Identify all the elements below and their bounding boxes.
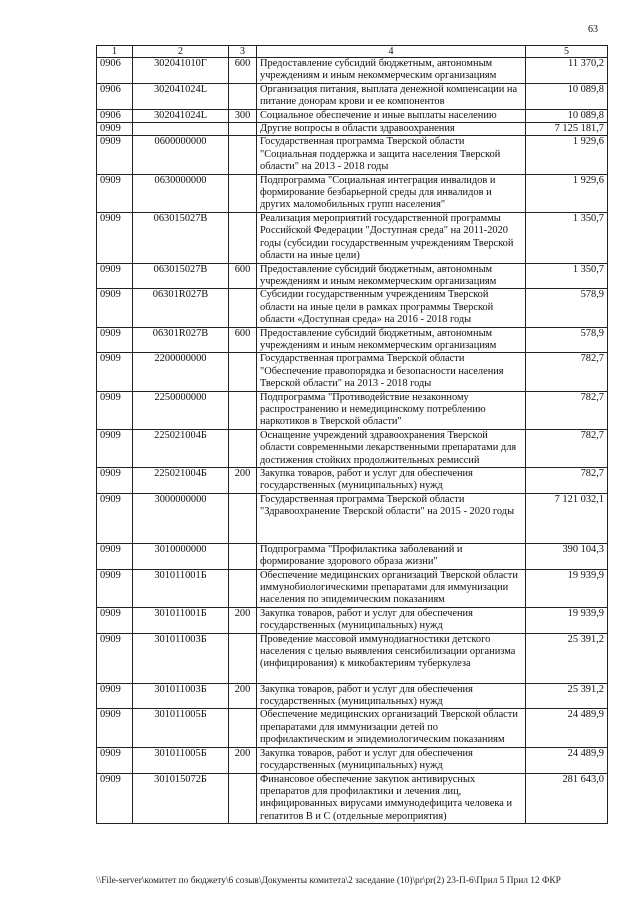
section-cell: 0909 [97, 569, 133, 607]
amount-cell: 7 121 032,1 [526, 493, 608, 543]
description-cell: Предоставление субсидий бюджетным, автономным учреждениям и иным некоммерческим организациям [257, 327, 526, 353]
description-cell: Организация питания, выплата денежной компенсации на питание донорам крови и ее компонентов [257, 83, 526, 109]
table-row [97, 747, 608, 773]
section-cell: 0909 [97, 607, 133, 633]
table-row [97, 58, 608, 84]
expense-type-cell: 600 [229, 327, 257, 353]
table-row [97, 136, 608, 174]
code-cell: 0630000000 [133, 174, 229, 212]
amount-cell: 24 489,9 [526, 747, 608, 773]
amount-cell: 19 939,9 [526, 569, 608, 607]
code-cell: 302041024L [133, 109, 229, 122]
description-cell: Финансовое обеспечение закупок антивирусных препаратов для профилактики и лечения лиц, инфицированных вирусами иммунодефицита человека и гепатитов В и С (отдельные мероприятия) [257, 773, 526, 824]
header-cell: 5 [526, 46, 608, 58]
section-cell: 0906 [97, 58, 133, 84]
amount-cell: 782,7 [526, 353, 608, 391]
code-cell: 06301R027В [133, 327, 229, 353]
code-cell: 225021004Б [133, 429, 229, 467]
code-cell: 301011005Б [133, 709, 229, 747]
code-cell: 301011003Б [133, 633, 229, 683]
table-row [97, 391, 608, 429]
section-cell: 0906 [97, 83, 133, 109]
table-row [97, 212, 608, 263]
amount-cell: 1 929,6 [526, 136, 608, 174]
description-cell: Субсидии государственным учреждениям Тверской области на иные цели в рамках программы Тверской области «Доступная среда» на 2016 - 2018 годы [257, 289, 526, 327]
expense-type-cell [229, 543, 257, 569]
expense-type-cell: 200 [229, 747, 257, 773]
expense-type-cell [229, 569, 257, 607]
table-row [97, 468, 608, 494]
expense-type-cell [229, 212, 257, 263]
code-cell: 2250000000 [133, 391, 229, 429]
description-cell: Закупка товаров, работ и услуг для обеспечения государственных (муниципальных) нужд [257, 747, 526, 773]
table-row [97, 543, 608, 569]
amount-cell: 19 939,9 [526, 607, 608, 633]
code-cell: 3010000000 [133, 543, 229, 569]
section-cell: 0909 [97, 747, 133, 773]
table-row [97, 123, 608, 136]
table-row [97, 709, 608, 747]
section-cell: 0909 [97, 468, 133, 494]
section-cell: 0909 [97, 773, 133, 824]
table-row [97, 429, 608, 467]
code-cell: 2200000000 [133, 353, 229, 391]
description-cell: Социальное обеспечение и иные выплаты населению [257, 109, 526, 122]
table-row [97, 109, 608, 122]
section-cell: 0909 [97, 327, 133, 353]
expense-type-cell [229, 429, 257, 467]
code-cell: 301011001Б [133, 607, 229, 633]
code-cell: 3000000000 [133, 493, 229, 543]
section-cell: 0909 [97, 174, 133, 212]
code-cell: 063015027В [133, 212, 229, 263]
table-row [97, 174, 608, 212]
amount-cell: 7 125 181,7 [526, 123, 608, 136]
section-cell: 0906 [97, 109, 133, 122]
description-cell: Реализация мероприятий государственной программы Российской Федерации "Доступная среда" на 2011-2020 годы (субсидии государственным учреждениям Тверской области на иные цели) [257, 212, 526, 263]
section-cell: 0909 [97, 136, 133, 174]
description-cell: Подпрограмма "Социальная интеграция инвалидов и формирование безбарьерной среды для инвалидов и других маломобильных групп населения" [257, 174, 526, 212]
description-cell: Государственная программа Тверской области "Обеспечение правопорядка и безопасности населения Тверской области" на 2013 - 2018 годы [257, 353, 526, 391]
expense-type-cell [229, 136, 257, 174]
expense-type-cell: 600 [229, 263, 257, 289]
amount-cell: 578,9 [526, 327, 608, 353]
table-row [97, 289, 608, 327]
description-cell: Государственная программа Тверской области "Здравоохранение Тверской области" на 2015 - 2020 годы [257, 493, 526, 543]
table-row [97, 83, 608, 109]
amount-cell: 24 489,9 [526, 709, 608, 747]
section-cell: 0909 [97, 263, 133, 289]
table-header-row [97, 46, 608, 58]
amount-cell: 782,7 [526, 391, 608, 429]
description-cell: Подпрограмма "Профилактика заболеваний и формирование здорового образа жизни" [257, 543, 526, 569]
code-cell: 301015072Б [133, 773, 229, 824]
budget-table [96, 45, 608, 824]
description-cell: Обеспечение медицинских организаций Тверской области иммунобиологическими препаратами для иммунизации населения по эпидемическим показаниям [257, 569, 526, 607]
expense-type-cell: 600 [229, 58, 257, 84]
section-cell: 0909 [97, 633, 133, 683]
expense-type-cell [229, 493, 257, 543]
description-cell: Государственная программа Тверской области "Социальная поддержка и защита населения Тверской области" на 2013 - 2018 годы [257, 136, 526, 174]
description-cell: Проведение массовой иммунодиагностики детского населения с целью выявления сенсибилизации организма (инфицирования) к микобактериям туберкулеза [257, 633, 526, 683]
description-cell: Другие вопросы в области здравоохранения [257, 123, 526, 136]
table-row [97, 633, 608, 683]
expense-type-cell [229, 633, 257, 683]
amount-cell: 782,7 [526, 468, 608, 494]
amount-cell: 11 370,2 [526, 58, 608, 84]
section-cell: 0909 [97, 289, 133, 327]
expense-type-cell: 200 [229, 683, 257, 709]
description-cell: Предоставление субсидий бюджетным, автономным учреждениям и иным некоммерческим организациям [257, 58, 526, 84]
amount-cell: 390 104,3 [526, 543, 608, 569]
expense-type-cell [229, 289, 257, 327]
code-cell: 301011003Б [133, 683, 229, 709]
code-cell: 301011005Б [133, 747, 229, 773]
description-cell: Закупка товаров, работ и услуг для обеспечения государственных (муниципальных) нужд [257, 468, 526, 494]
table-row [97, 327, 608, 353]
description-cell: Закупка товаров, работ и услуг для обеспечения государственных (муниципальных) нужд [257, 683, 526, 709]
page-number: 63 [588, 24, 598, 35]
amount-cell: 10 089,8 [526, 83, 608, 109]
amount-cell: 25 391,2 [526, 683, 608, 709]
amount-cell: 1 350,7 [526, 212, 608, 263]
code-cell: 06301R027В [133, 289, 229, 327]
table-row [97, 493, 608, 543]
section-cell: 0909 [97, 709, 133, 747]
description-cell: Обеспечение медицинских организаций Тверской области препаратами для иммунизации детей по профилактическим и эпидемиологическим показаниям [257, 709, 526, 747]
header-cell: 3 [229, 46, 257, 58]
table-row [97, 353, 608, 391]
expense-type-cell: 200 [229, 607, 257, 633]
expense-type-cell [229, 353, 257, 391]
code-cell: 225021004Б [133, 468, 229, 494]
amount-cell: 281 643,0 [526, 773, 608, 824]
section-cell: 0909 [97, 543, 133, 569]
code-cell: 0600000000 [133, 136, 229, 174]
description-cell: Подпрограмма "Противодействие незаконному распространению и немедицинскому потреблению наркотиков в Тверской области" [257, 391, 526, 429]
amount-cell: 782,7 [526, 429, 608, 467]
description-cell: Закупка товаров, работ и услуг для обеспечения государственных (муниципальных) нужд [257, 607, 526, 633]
expense-type-cell [229, 391, 257, 429]
amount-cell: 1 350,7 [526, 263, 608, 289]
expense-type-cell [229, 83, 257, 109]
header-cell: 2 [133, 46, 229, 58]
description-cell: Оснащение учреждений здравоохранения Тверской области современными лекарственными препаратами для достижения стойких продолжительных ремиссий [257, 429, 526, 467]
section-cell: 0909 [97, 683, 133, 709]
expense-type-cell: 300 [229, 109, 257, 122]
code-cell: 302041024L [133, 83, 229, 109]
expense-type-cell [229, 773, 257, 824]
header-cell: 1 [97, 46, 133, 58]
file-path-footer: \\File-server\комитет по бюджету\6 созыв\Документы комитета\2 заседание (10)\pr\pr(2) 23-П-6\Прил 5 Прил 12 ФКР [96, 876, 561, 886]
header-cell: 4 [257, 46, 526, 58]
table-row [97, 263, 608, 289]
section-cell: 0909 [97, 429, 133, 467]
amount-cell: 10 089,8 [526, 109, 608, 122]
table-row [97, 607, 608, 633]
code-cell: 063015027В [133, 263, 229, 289]
expense-type-cell [229, 123, 257, 136]
table-row [97, 773, 608, 824]
expense-type-cell [229, 709, 257, 747]
table-row [97, 569, 608, 607]
expense-type-cell [229, 174, 257, 212]
section-cell: 0909 [97, 212, 133, 263]
expense-type-cell: 200 [229, 468, 257, 494]
section-cell: 0909 [97, 353, 133, 391]
section-cell: 0909 [97, 391, 133, 429]
section-cell: 0909 [97, 123, 133, 136]
description-cell: Предоставление субсидий бюджетным, автономным учреждениям и иным некоммерческим организациям [257, 263, 526, 289]
code-cell [133, 123, 229, 136]
code-cell: 301011001Б [133, 569, 229, 607]
code-cell: 302041010Г [133, 58, 229, 84]
amount-cell: 578,9 [526, 289, 608, 327]
table-row [97, 683, 608, 709]
amount-cell: 1 929,6 [526, 174, 608, 212]
section-cell: 0909 [97, 493, 133, 543]
amount-cell: 25 391,2 [526, 633, 608, 683]
